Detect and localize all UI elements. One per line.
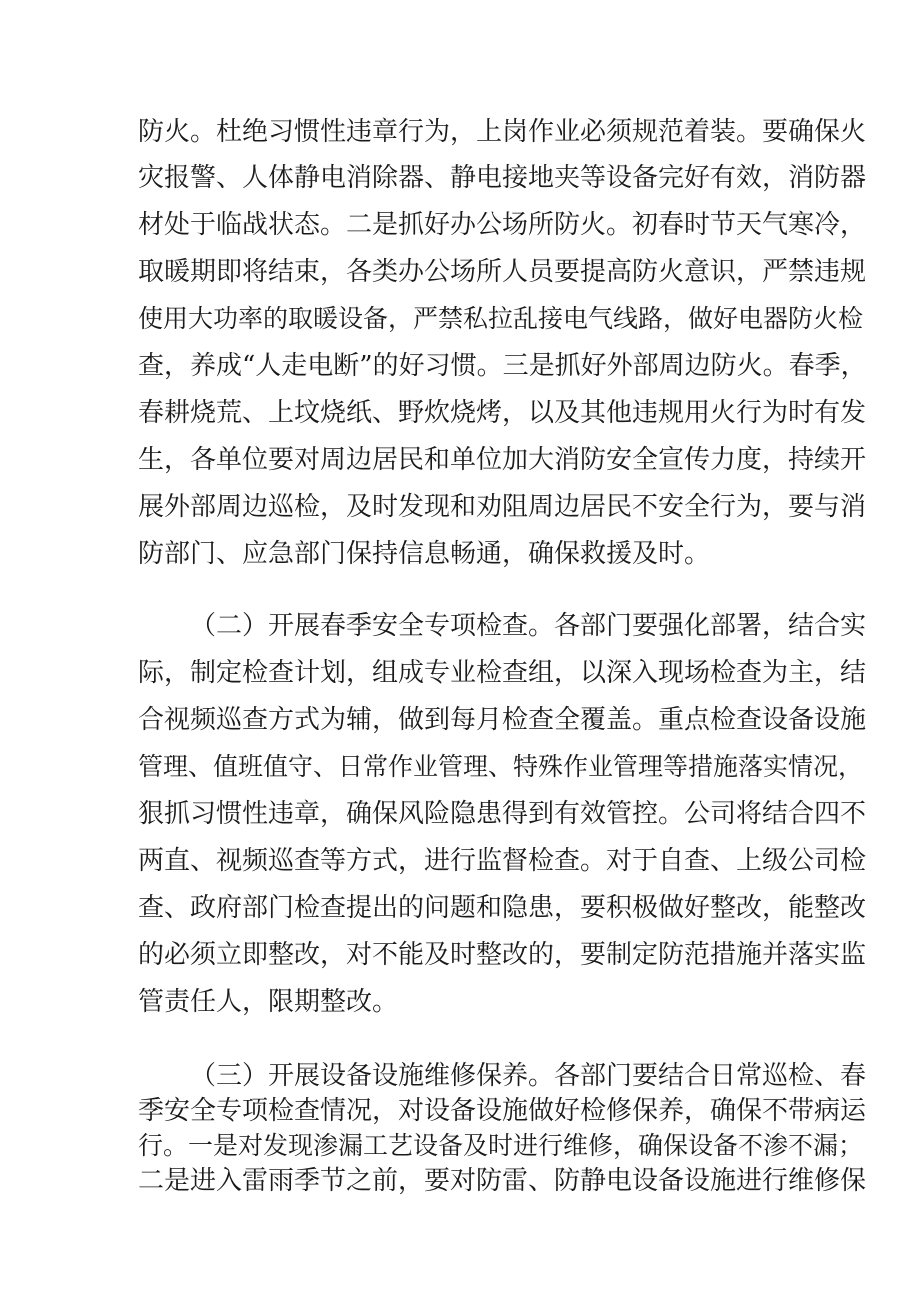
text-line: 防火。杜绝习惯性违章行为，上岗作业必须规范着装。要确保火 [138, 117, 867, 147]
text-line: 使用大功率的取暖设备，严禁私拉乱接电气线路，做好电器防火检 [138, 304, 864, 333]
text-line: 防部门、应急部门保持信息畅通，确保救援及时。 [138, 539, 711, 569]
text-line: （二）开展春季安全专项检查。各部门要强化部署，结合实 [190, 611, 867, 641]
text-line: 际，制定检查计划，组成专业检查组，以深入现场检查为主，结 [138, 658, 867, 688]
text-line: 管责任人，限期整改。 [138, 987, 399, 1017]
text-line: 合视频巡查方式为辅，做到每月检查全覆盖。重点检查设备设施 [138, 705, 867, 735]
text-line: 材处于临战状态。二是抓好办公场所防火。初春时节天气寒冷， [138, 210, 867, 240]
text-line: 查、政府部门检查提出的问题和隐患，要积极做好整改，能整改 [138, 893, 867, 923]
text-line: 管理、值班值守、日常作业管理、特殊作业管理等措施落实情况， [138, 752, 864, 781]
text-line: 生，各单位要对周边居民和单位加大消防安全宣传力度，持续开 [138, 445, 867, 475]
text-line: 取暖期即将结束，各类办公场所人员要提高防火意识，严禁违规 [138, 257, 867, 287]
text-line: 展外部周边巡检，及时发现和劝阻周边居民不安全行为，要与消 [138, 492, 867, 522]
text-line: 春耕烧荒、上坟烧纸、野炊烧烤，以及其他违规用火行为时有发 [138, 398, 867, 428]
text-line: 的必须立即整改，对不能及时整改的，要制定防范措施并落实监 [138, 940, 867, 970]
text-line: 灾报警、人体静电消除器、静电接地夹等设备完好有效，消防器 [138, 163, 867, 193]
text-line: 狠抓习惯性违章，确保风险隐患得到有效管控。公司将结合四不 [138, 799, 867, 829]
text-line: （三）开展设备设施维修保养。各部门要结合日常巡检、春 [190, 1061, 867, 1091]
text-line: 行。一是对发现渗漏工艺设备及时进行维修，确保设备不渗不漏； [138, 1131, 864, 1160]
text-line: 查，养成“人走电断”的好习惯。三是抓好外部周边防火。春季， [138, 351, 867, 381]
text-line: 二是进入雷雨季节之前，要对防雷、防静电设备设施进行维修保 [138, 1166, 867, 1196]
text-line: 季安全专项检查情况，对设备设施做好检修保养，确保不带病运 [138, 1096, 867, 1126]
text-line: 两直、视频巡查等方式，进行监督检查。对于自查、上级公司检 [138, 846, 867, 876]
